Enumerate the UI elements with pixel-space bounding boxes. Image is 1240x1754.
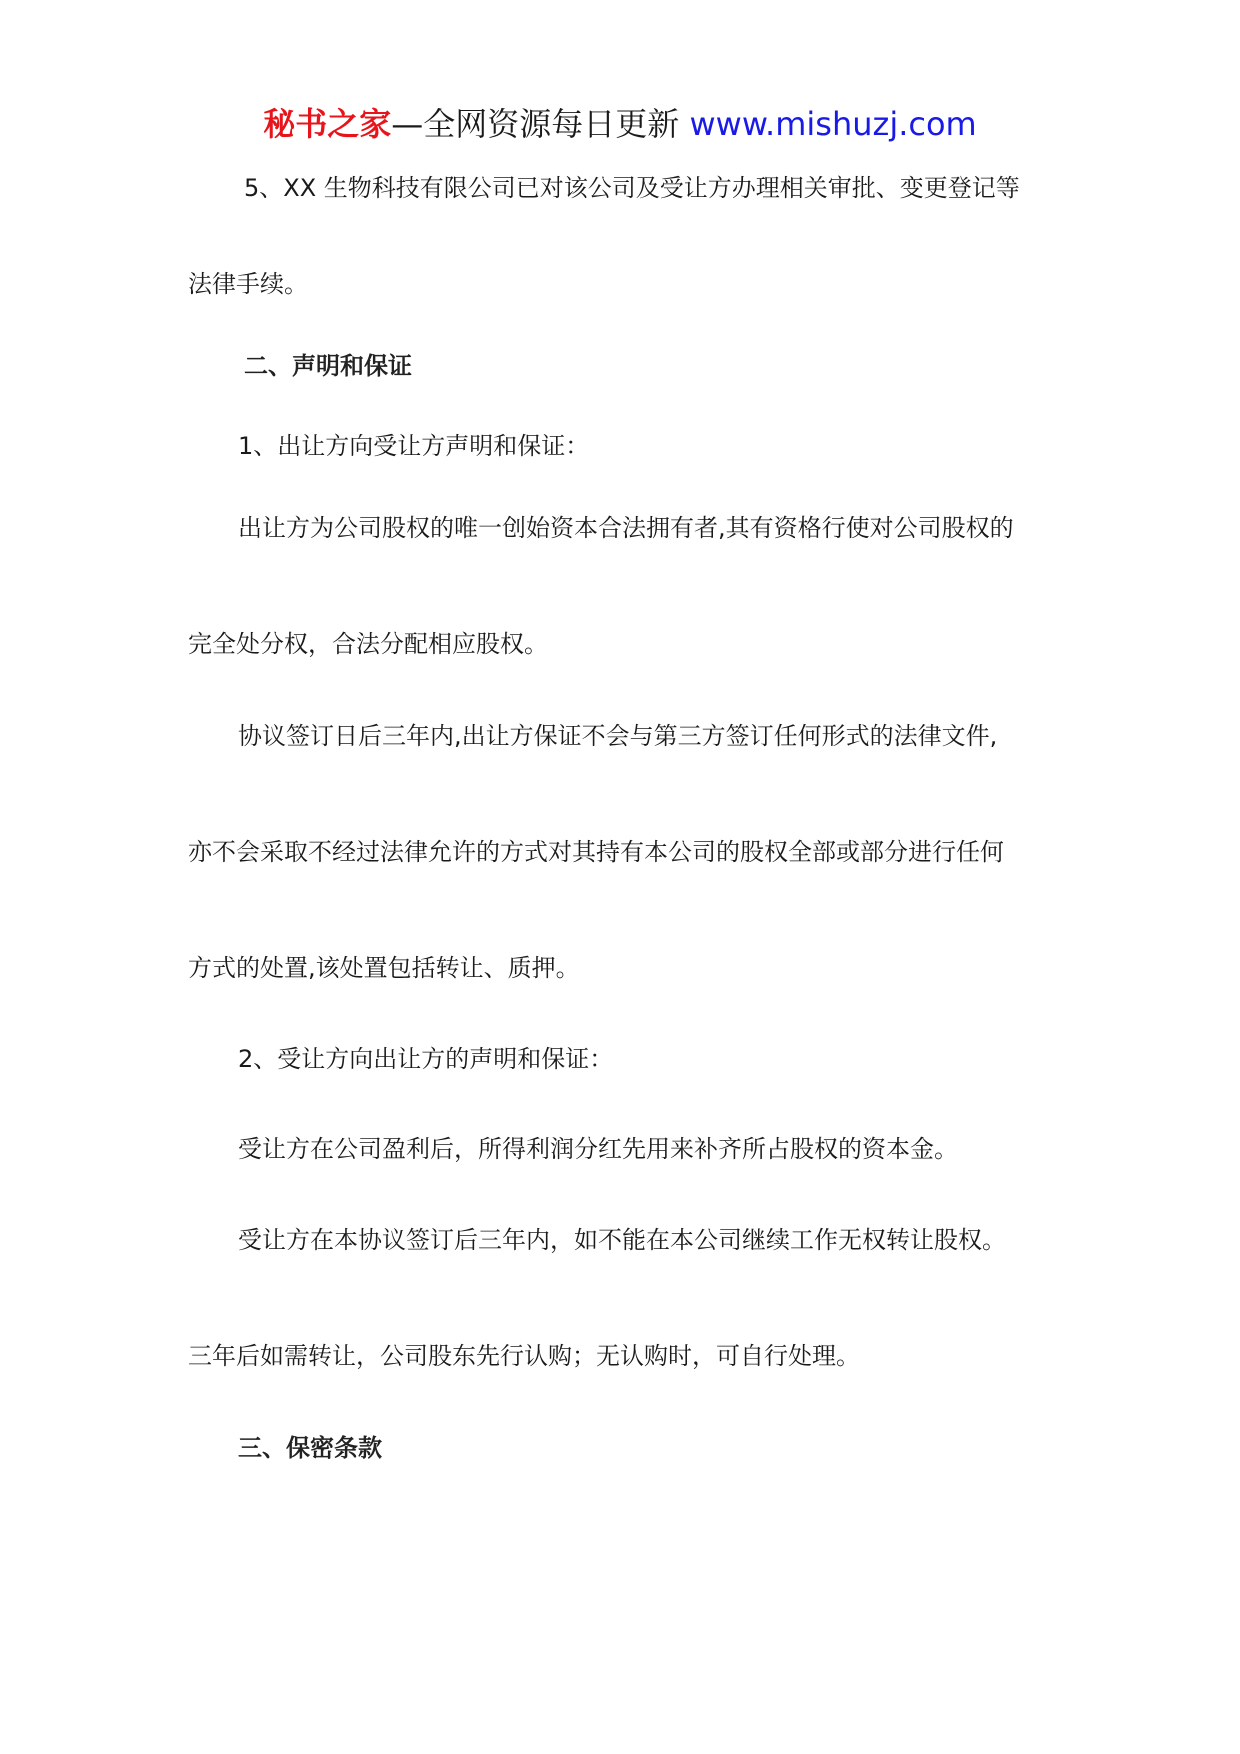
paragraph-line: 5、XX 生物科技有限公司已对该公司及受让方办理相关审批、变更登记等 bbox=[244, 174, 1020, 202]
subsection-heading: 2、受让方向出让方的声明和保证： bbox=[238, 1045, 614, 1073]
paragraph-line: 受让方在本协议签订后三年内，如不能在本公司继续工作无权转让股权。 bbox=[238, 1226, 1006, 1254]
paragraph-line: 三年后如需转让，公司股东先行认购；无认购时，可自行处理。 bbox=[188, 1342, 860, 1370]
header-tagline: —全网资源每日更新 bbox=[391, 105, 690, 143]
paragraph-line: 协议签订日后三年内,出让方保证不会与第三方签订任何形式的法律文件, bbox=[238, 722, 998, 750]
site-url-link[interactable]: www.mishuzj.com bbox=[689, 105, 977, 143]
paragraph-line: 出让方为公司股权的唯一创始资本合法拥有者,其有资格行使对公司股权的 bbox=[238, 514, 1014, 542]
section-heading: 三、保密条款 bbox=[238, 1434, 382, 1462]
brand-name: 秘书之家 bbox=[263, 105, 392, 143]
paragraph-line: 亦不会采取不经过法律允许的方式对其持有本公司的股权全部或部分进行任何 bbox=[188, 838, 1004, 866]
paragraph-line: 方式的处置,该处置包括转让、质押。 bbox=[188, 954, 580, 982]
section-heading: 二、声明和保证 bbox=[244, 352, 412, 380]
paragraph-line: 完全处分权，合法分配相应股权。 bbox=[188, 630, 548, 658]
subsection-heading: 1、出让方向受让方声明和保证： bbox=[238, 432, 590, 460]
paragraph-line: 受让方在公司盈利后，所得利润分红先用来补齐所占股权的资本金。 bbox=[238, 1135, 958, 1163]
paragraph-line: 法律手续。 bbox=[188, 270, 308, 298]
site-header bbox=[0, 100, 1240, 148]
